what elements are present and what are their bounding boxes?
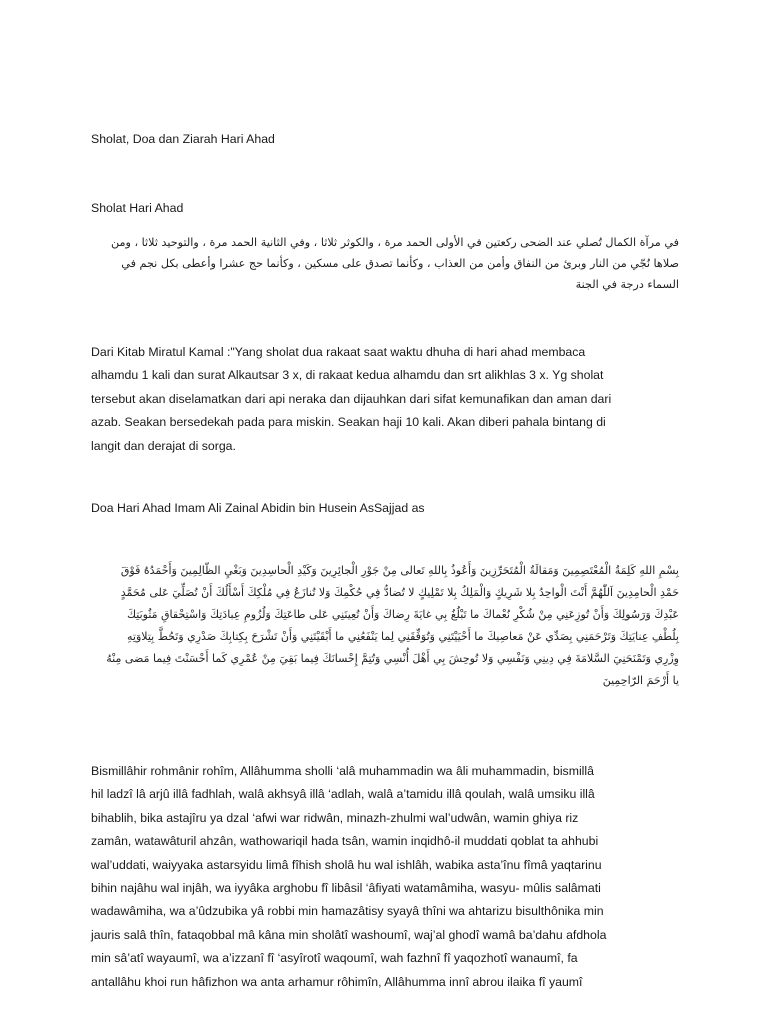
arabic-doa-line: حَمْدِ الْحامِدِينَ اَللّٰهُمَّ أَنْتَ الْواحِدُ بِلا شَرِيكٍ وَالْمَلِكُ بِلا تَمْلِيكٍ لا تُضادُّ فِي حُكْمِكَ وَلا تُنازَعُ فِي مُلْكِكَ أَسْأَلُكَ أَنْ تُصَلِّيَ عَلى مُحَمَّدٍ [120,586,679,599]
arabic-doa-text [91,560,679,692]
transliteration-line: jauris salâ thîn, fataqobbal mâ kâna min sholâtî washoumî, waj’al ghodî wamâ ba’dahu afdhola [91,927,607,942]
arabic-doa-line: وِزْرِي وَتَمْنَحَنِيَ السَّلامَةَ فِي دِينِي وَنَفْسِي وَلا تُوحِشَ بِي أَهْلَ أُنْسِي وَتُتِمَّ إِحْسانَكَ فِيما بَقِيَ مِنْ عُمْرِي كَما أَحْسَنْتَ فِيما مَضى مِنْهُ [106,652,679,665]
arabic-prayer-line: السماء درجة في الجنة [575,278,679,291]
transliteration-line: min sâ’atî wayaumî, wa a’izzanî fî ‘asyîrotî waqoumî, wah fazhnî fî yaqozhotî wanaumî, fa [91,951,578,966]
document-title: Sholat, Doa dan Ziarah Hari Ahad [91,132,275,146]
transliteration-line: antallâhu khoi run hâfizhon wa anta arhamur rôhimîn, Allâhumma innî abrou ilaika fî yaumî [91,974,583,989]
translation-line: azab. Seakan bersedekah pada para miskin. Seakan haji 10 kali. Akan diberi pahala bintang di [91,415,606,430]
transliteration-line: bihin najâhu wal injâh, wa iyyâka arghobu fî libâsil ‘âfiyati watamâmiha, wasyu- mûlis salâmati [91,881,601,896]
transliteration-line: zamân, watawâturil ahzân, wathowariqil hada tsân, wamin inqidhô-il muddati qoblat ta ahhubi [91,834,599,849]
section-heading-sholat: Sholat Hari Ahad [91,201,184,215]
arabic-prayer-line: في مرآة الكمال تُصلي عند الضحى ركعتين في الأولى الحمد مرة ، والكوثر ثلاثا ، وفي الثانية الحمد مرة ، والتوحيد ثلاثا ، ومن [111,236,679,249]
transliteration-line: wal’uddati, waiyyaka astarsyidu limâ fîhish sholâ hu wal ishlâh, wabika asta’înu fîmâ yaqtarinu [91,857,602,872]
arabic-prayer-line: صلاها نُجّي من النار وبرئ من النفاق وأمن من العذاب ، وكأنما تصدق على مسكين ، وكأنما حج عشرا وأعطى بكل نجم في [121,257,679,270]
transliteration-paragraph [91,760,679,994]
arabic-doa-line: عَبْدِكَ وَرَسُولِكَ وَأَنْ تُوزِعَنِي مِنْ شُكْرِ نُعْماكَ ما تَبْلُغُ بِي غايَةَ رِضاكَ وَأَنْ تُعِينَنِي عَلى طاعَتِكَ وَلُزُومِ عِبادَتِكَ وَاسْتِحْقاقِ مَثُوبَتِكَ [126,608,679,621]
translation-line: tersebut akan diselamatkan dari api neraka dan dijauhkan dari sifat kemunafikan dan aman dari [91,391,612,406]
translation-paragraph [91,341,679,458]
translation-line: Dari Kitab Miratul Kamal :"Yang sholat dua rakaat saat waktu dhuha di hari ahad membaca [91,345,586,359]
translation-line: alhamdu 1 kali dan surat Alkautsar 3 x, di rakaat kedua alhamdu dan srt alikhlas 3 x. Yg sholat [91,368,604,383]
arabic-prayer-text [91,232,679,295]
arabic-doa-line: بِسْمِ اللهِ كَلِمَةُ الْمُعْتَصِمِينَ وَمَقالَةُ الْمُتَحَرِّزِينَ وَأَعُوذُ بِاللهِ تَعالى مِنْ جَوْرِ الْجائِرِينَ وَكَيْدِ الْحاسِدِينَ وَبَغْيِ الظّالِمِينَ وَأَحْمَدُهُ فَوْقَ [120,564,679,577]
translation-line: langit dan derajat di sorga. [91,438,236,453]
section-heading-doa: Doa Hari Ahad Imam Ali Zainal Abidin bin Husein AsSajjad as [91,501,425,515]
transliteration-line: hil ladzî lâ arjû illâ fadhlah, walâ akhsyâ illâ ‘adlah, walâ a’tamidu illâ qoulah, walâ umsiku illâ [91,787,595,802]
transliteration-line: bihablih, bika astajîru ya dzal ‘afwi war ridwân, minazh-zhulmi wal’udwân, wamin ghiya riz [91,810,579,825]
transliteration-line: wadawâmiha, wa a’ûdzubika yâ robbi min hamazâtisy syayâ thîni wa ahtarizu bisulthônika min [91,904,604,919]
arabic-doa-line: يا أَرْحَمَ الرّاحِمِينَ [602,674,679,687]
arabic-doa-line: بِلُطْفِ عِنايَتِكَ وَتَرْحَمَنِي بِصَدِّي عَنْ مَعاصِيكَ ما أَحْيَيْتَنِي وَتُوَفِّقَنِي لِما يَنْفَعُنِي ما أَبْقَيْتَنِي وَأَنْ تَشْرَحَ بِكِتابِكَ صَدْرِي وَتَحُطَّ بِتِلاوَتِهِ [127,630,679,643]
transliteration-line: Bismillâhir rohmânir rohîm, Allâhumma sholli ‘alâ muhammadin wa âli muhammadin, bismillâ [91,764,594,778]
